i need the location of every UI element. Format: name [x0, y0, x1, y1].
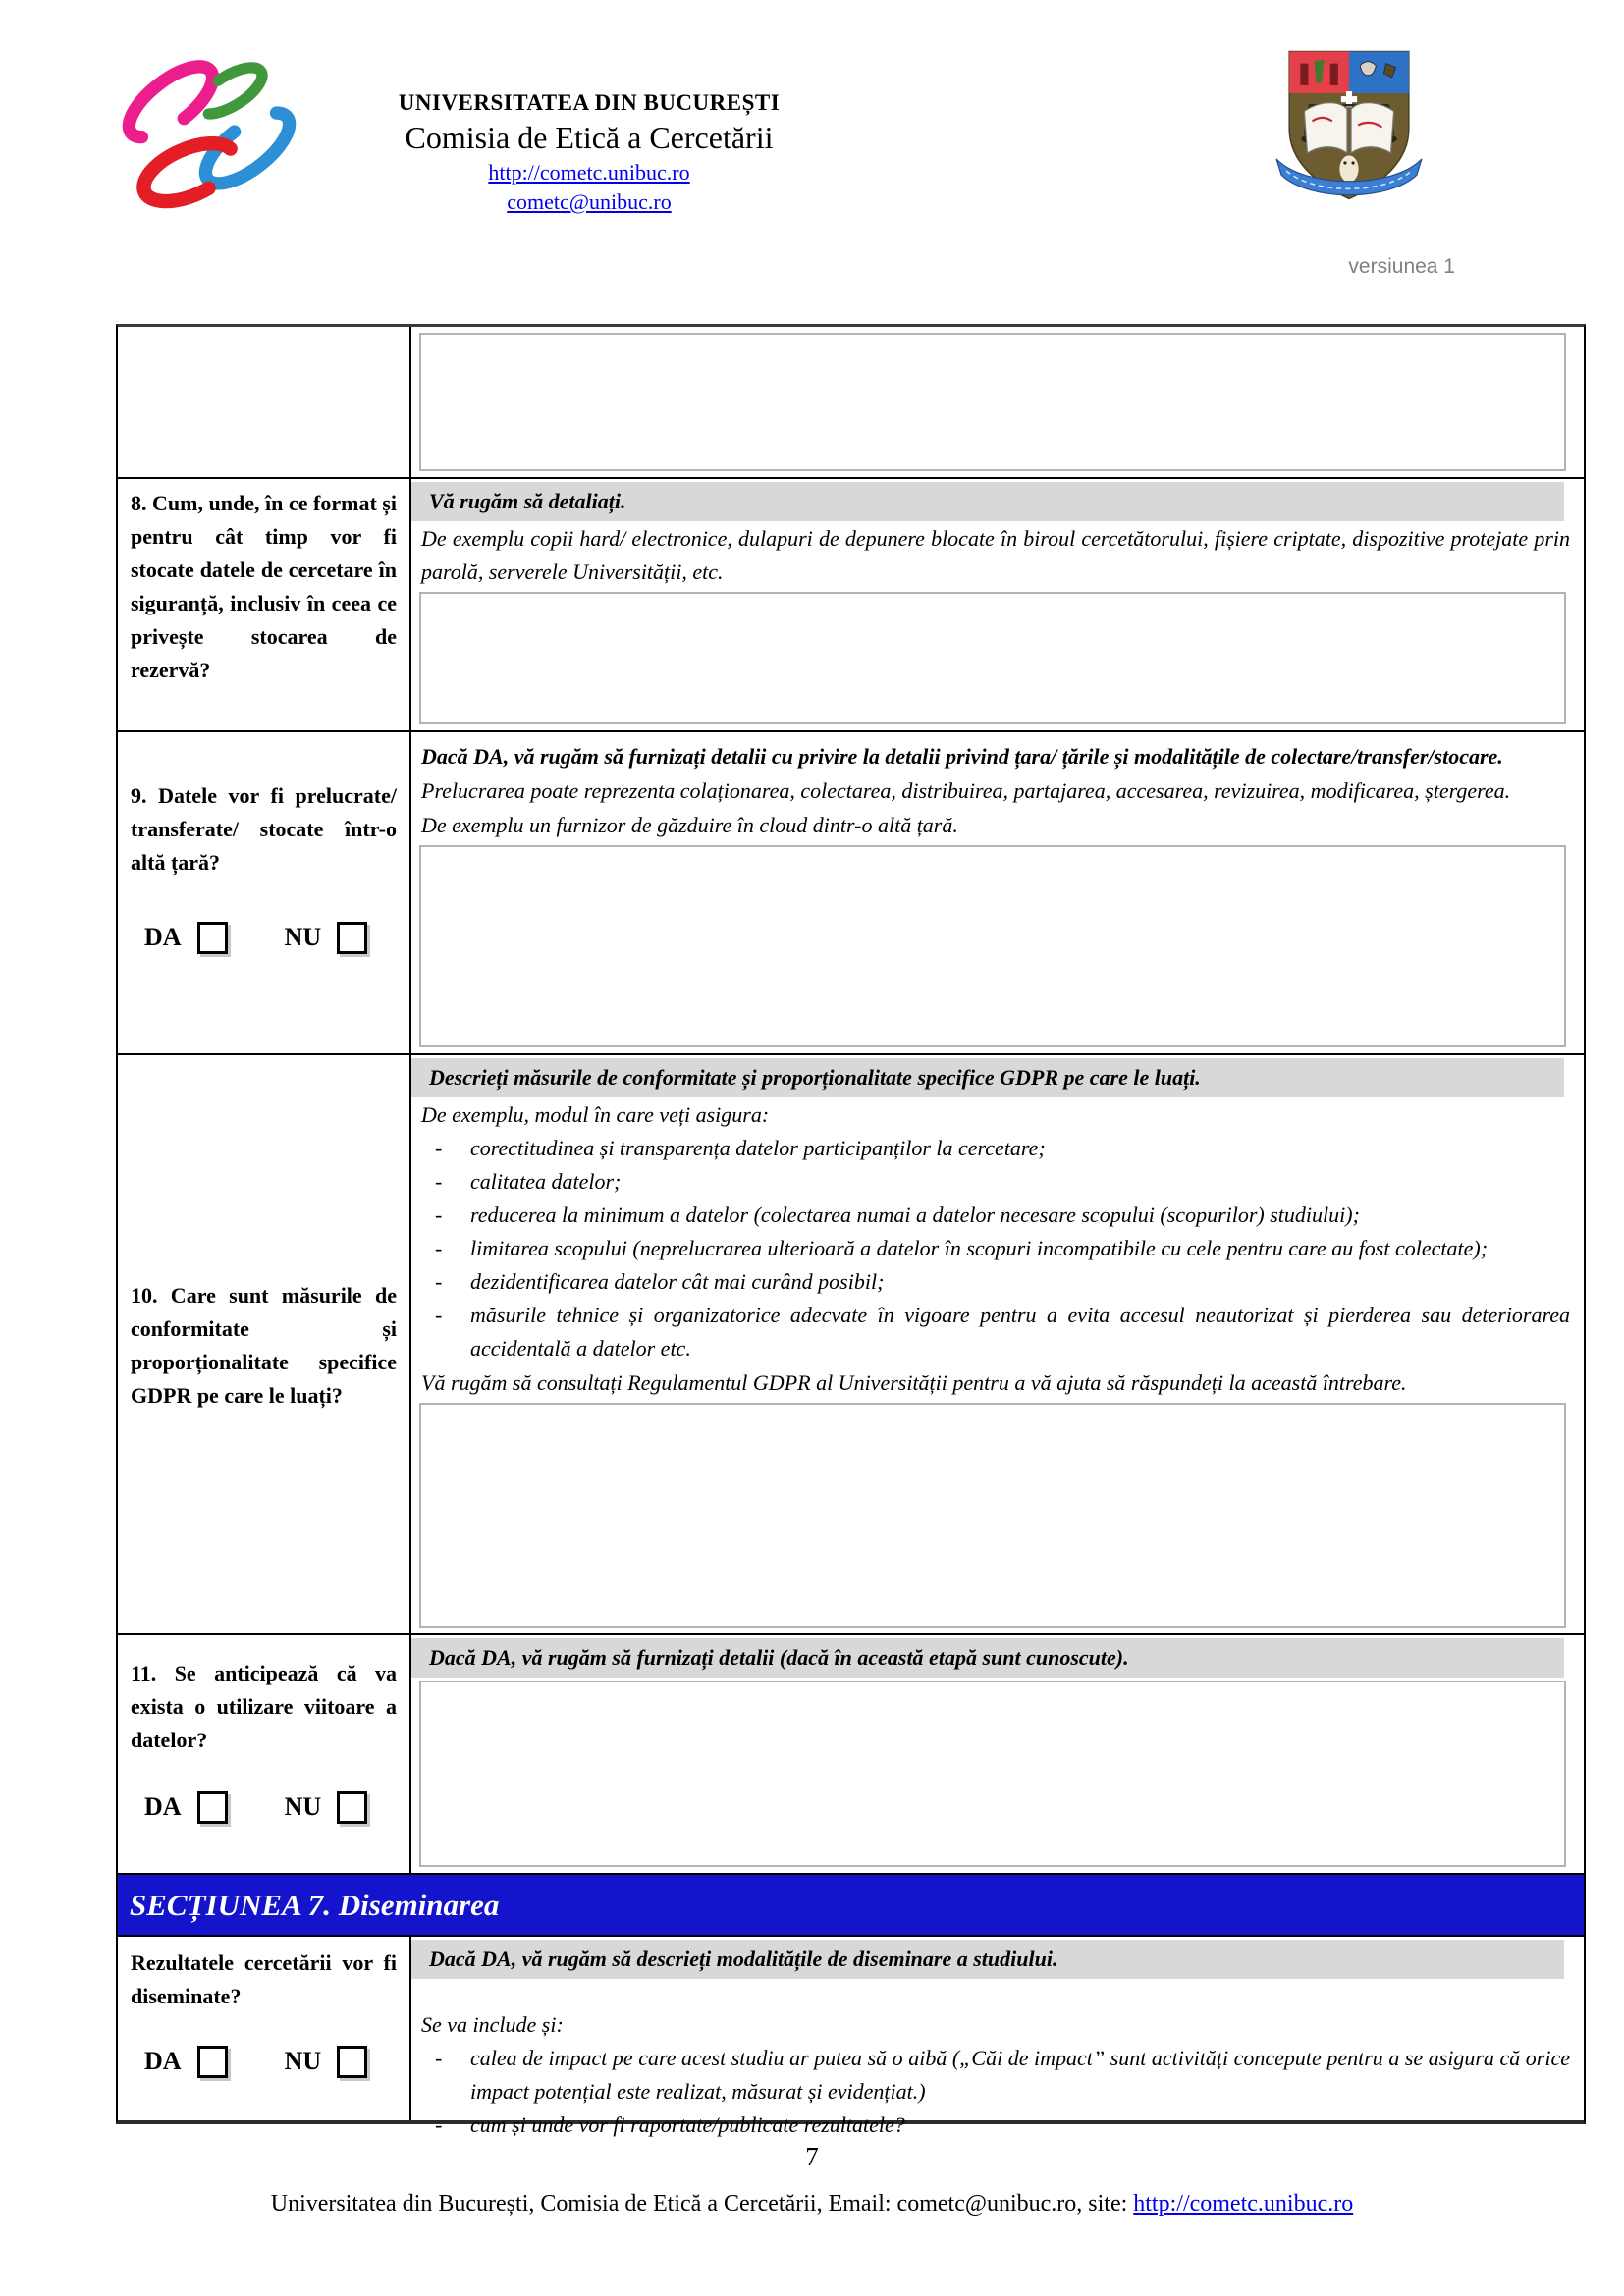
answer-cell	[411, 1937, 1584, 2137]
bullet-text: măsurile tehnice și organizatorice adecvate în vigoare pentru a evita accesul neautorizat și pierderea sau deteriorarea accidentală a datelor etc.	[470, 1303, 1570, 1361]
checkbox-nu-q9[interactable]	[337, 922, 367, 954]
bullet-text: corectitudinea și transparența datelor participanților la cercetare;	[470, 1136, 1046, 1160]
label-da: DA	[144, 1792, 182, 1821]
question-dissemination-cell	[118, 1937, 411, 2120]
bullet-text: cum și unde vor fi raportate/publicate rezultatele?	[470, 2112, 905, 2137]
bullet-dash: -	[435, 1136, 443, 1160]
question-dissemination-text: Rezultatele cercetării vor fi diseminate?	[131, 1950, 397, 2008]
bullet-item	[421, 1199, 1574, 1232]
footer-text: Universitatea din București, Comisia de Etică a Cercetării, Email: cometc@unibuc.ro, site:	[270, 2191, 1134, 2216]
bullet-list	[421, 2042, 1574, 2142]
table-row	[118, 479, 1584, 732]
table-row	[118, 1055, 1584, 1635]
question-11-cell	[118, 1635, 411, 1873]
answer-input-q8[interactable]	[419, 592, 1566, 724]
committee-url-link[interactable]: http://cometc.unibuc.ro	[488, 160, 690, 185]
table-row	[118, 1635, 1584, 1875]
answer-cell	[411, 732, 1584, 1053]
question-cell-empty	[118, 327, 411, 477]
answer-input-q11[interactable]	[419, 1681, 1566, 1867]
label-da: DA	[144, 2047, 182, 2075]
bullet-item	[421, 1165, 1574, 1199]
answer-outro: Vă rugăm să consultați Regulamentul GDPR al Universității pentru a vă ajuta să răspundeți la această întrebare.	[421, 1370, 1407, 1395]
answer-band: Dacă DA, vă rugăm să descrieți modalitățile de diseminare a studiului.	[411, 1940, 1564, 1979]
table-row	[118, 327, 1584, 479]
answer-hint: Prelucrarea poate reprezenta colaționarea, colectarea, distribuirea, partajarea, accesarea, revizuirea, modificarea, ștergerea.	[421, 778, 1511, 803]
table-row	[118, 1937, 1584, 2137]
answer-input-q10[interactable]	[419, 1403, 1566, 1628]
bullet-text: calea de impact pe care acest studiu ar putea să o aibă („Căi de impact” sunt activități concepute pentru a se asigura că orice impact potențial este realizat, măsurat și evidențiat.)	[470, 2046, 1570, 2104]
committee-name: Comisia de Etică a Cercetării	[405, 120, 774, 155]
yes-no-group-dissemination	[131, 2045, 397, 2078]
answer-cell	[411, 1635, 1584, 1873]
footer-site-link[interactable]: http://cometc.unibuc.ro	[1133, 2191, 1354, 2216]
university-name: UNIVERSITATEA DIN BUCUREȘTI	[398, 90, 781, 115]
answer-intro: Se va include și:	[421, 2012, 564, 2037]
question-9-text: 9. Datele vor fi prelucrate/ transferate/ stocate într-o altă țară?	[131, 783, 397, 875]
footer-line	[0, 2191, 1624, 2217]
bullet-text: dezidentificarea datelor cât mai curând posibil;	[470, 1269, 885, 1294]
questions-table	[116, 324, 1586, 2137]
answer-cell	[411, 1055, 1584, 1633]
bullet-text: limitarea scopului (neprelucrarea ulterioară a datelor în scopuri incompatibile cu cele pentru care au fost colectate);	[470, 1236, 1489, 1260]
section-7-header: SECȚIUNEA 7. Diseminarea	[118, 1875, 1584, 1937]
bullet-dash: -	[435, 2112, 443, 2137]
page-number: 7	[805, 2142, 819, 2171]
table-row	[118, 732, 1584, 1055]
bullet-dash: -	[435, 2046, 443, 2070]
bullet-dash: -	[435, 1169, 443, 1194]
bullet-text: calitatea datelor;	[470, 1169, 622, 1194]
answer-hint: De exemplu un furnizor de găzduire în cloud dintr-o altă țară.	[421, 813, 958, 837]
version-label: versiunea 1	[1348, 255, 1455, 278]
checkbox-nu-q11[interactable]	[337, 1791, 367, 1824]
answer-cell	[411, 479, 1584, 730]
checkbox-nu-dissemination[interactable]	[337, 2046, 367, 2078]
question-9-cell	[118, 732, 411, 1053]
bullet-dash: -	[435, 1236, 443, 1260]
bullet-dash: -	[435, 1303, 443, 1327]
answer-intro: De exemplu, modul în care veți asigura:	[421, 1102, 770, 1127]
bullet-dash: -	[435, 1202, 443, 1227]
label-da: DA	[144, 923, 182, 951]
label-nu: NU	[284, 923, 322, 951]
bullet-item	[421, 1232, 1574, 1265]
checkbox-da-dissemination[interactable]	[197, 2046, 228, 2078]
header-title-block	[314, 90, 864, 215]
checkbox-da-q9[interactable]	[197, 922, 228, 954]
question-10-text: 10. Care sunt măsurile de conformitate și proporționalitate specifice GDPR pe care le luați?	[131, 1282, 397, 1408]
bullet-item	[421, 1132, 1574, 1165]
answer-input-previous[interactable]	[419, 333, 1566, 471]
label-nu: NU	[284, 2047, 322, 2075]
bullet-text: reducerea la minimum a datelor (colectarea numai a datelor necesare scopului (scopurilor) studiului);	[470, 1202, 1360, 1227]
bullet-list	[421, 1132, 1574, 1365]
bullet-item	[421, 1299, 1574, 1365]
committee-email-link[interactable]: cometc@unibuc.ro	[507, 189, 672, 214]
yes-no-group-q11	[131, 1790, 397, 1824]
bullet-item	[421, 2109, 1574, 2142]
answer-input-q9[interactable]	[419, 845, 1566, 1047]
university-crest-icon	[1274, 41, 1424, 213]
answer-hint: De exemplu copii hard/ electronice, dulapuri de depunere blocate în biroul cercetătorului, fișiere criptate, dispozitive protejate prin parolă, serverele Universității, etc.	[421, 526, 1570, 584]
answer-header: Dacă DA, vă rugăm să furnizați detalii cu privire la detalii privind țara/ țările și modalitățile de colectare/transfer/stocare.	[421, 744, 1503, 769]
label-nu: NU	[284, 1792, 322, 1821]
answer-band: Dacă DA, vă rugăm să furnizați detalii (dacă în această etapă sunt cunoscute).	[411, 1638, 1564, 1678]
answer-band: Descrieți măsurile de conformitate și proporționalitate specifice GDPR pe care le luați.	[411, 1058, 1564, 1097]
question-10-cell	[118, 1055, 411, 1633]
question-8-cell	[118, 479, 411, 730]
yes-no-group-q9	[131, 921, 397, 954]
answer-cell	[411, 327, 1584, 477]
answer-band: Vă rugăm să detaliați.	[411, 482, 1564, 521]
bullet-dash: -	[435, 1269, 443, 1294]
checkbox-da-q11[interactable]	[197, 1791, 228, 1824]
bullet-item	[421, 2042, 1574, 2109]
bullet-item	[421, 1265, 1574, 1299]
university-pinwheel-logo-icon	[106, 37, 312, 224]
question-8-text: 8. Cum, unde, în ce format și pentru cât timp vor fi stocate datele de cercetare în siguranță, inclusiv în ceea ce privește stocarea de rezervă?	[131, 491, 397, 682]
question-11-text: 11. Se anticipează că va exista o utilizare viitoare a datelor?	[131, 1661, 397, 1752]
